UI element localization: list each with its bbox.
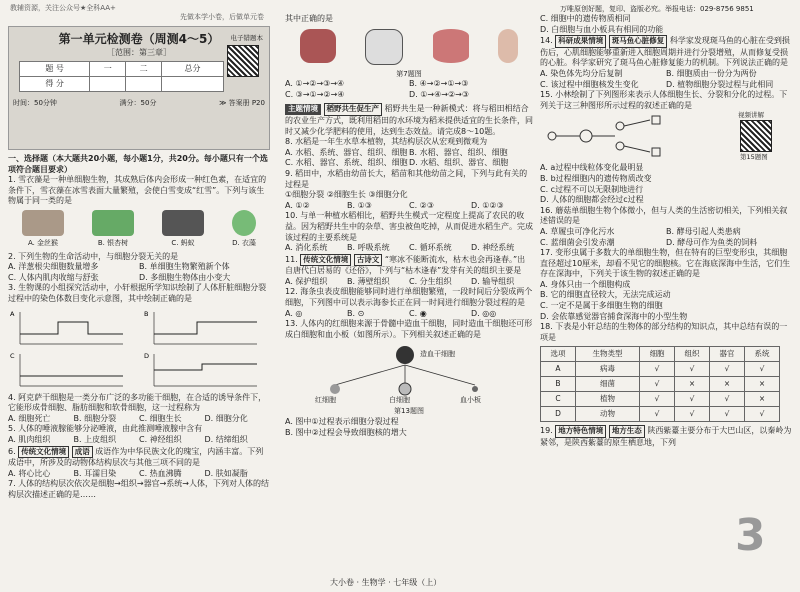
ant-icon [162,210,204,236]
column-1 [8,14,270,500]
video-qr-icon[interactable] [740,120,772,152]
q7-continued: 其中正确的是 [285,14,333,23]
q11-option[interactable]: A. 保护组织 [285,276,328,286]
q15-figure [540,111,792,162]
score-header: 总分 [162,62,224,77]
chromosome-graph-c [8,350,128,390]
table-row: C 植物 √ √ √ × [541,392,780,407]
cell-icon: ◎◎ [482,308,497,318]
q2-option[interactable]: A. 洋葱根尖细胞数量增多 [8,262,99,272]
q16-option[interactable]: C. 蓝细菌会引发赤潮 [540,237,615,247]
score-header: 一 [90,62,126,77]
exam-meta [13,98,265,109]
q4-option[interactable]: B. 细胞分裂 [73,413,117,423]
q10-option[interactable]: B. 呼吸系统 [347,243,390,253]
q13-option[interactable]: B. 图中②过程会导致细胞核的增大 [285,427,407,437]
q4-option[interactable]: D. 细胞分化 [204,413,248,423]
table-row: B 细菌 √ × × × [541,377,780,392]
fig13-caption: 第13题图 [394,407,424,416]
q13-option-d[interactable]: D. 白细胞与血小板具有相同的功能 [540,24,664,34]
q3-graphs [8,308,270,390]
question-19: 19. 地方特色情境 地方生态 陕西紫薹主要分布于大巴山区，以秦岭为紧邻，是陕西紫薹的原生栖息地，下列 [540,426,792,448]
q3-graph-c[interactable] [8,350,136,390]
q6-option[interactable]: D. 肤如凝脂 [204,468,248,478]
muscle-tissue-icon [433,29,469,63]
cell-icon: ◎ [295,308,303,318]
answer-page: ≫ 答案册 P20 [219,99,265,108]
chromosome-graph-b [142,308,262,348]
svg-text:B: B [144,309,149,318]
q8-options [285,148,533,169]
q10-option[interactable]: A. 消化系统 [285,243,328,253]
question-1: 1. 雪衣藻是一种单细胞生物，其成熟后体内会形成一种红色素，在适宜的条件下，雪衣藻在冰雪表面大量繁殖，会使白雪变成“红雪”。下列与该生物属于同一类的是 [8,175,267,206]
theme-block [285,103,533,137]
human-body-icon [498,29,518,63]
q9-option[interactable]: C. ②③ [409,200,435,210]
q9-options [285,201,533,212]
q14-options [540,69,792,90]
q4-option[interactable]: A. 细胞死亡 [8,413,51,423]
q2-option[interactable]: D. 多细胞生物体由小变大 [139,272,231,282]
q1-pictures [8,210,270,249]
q16-option[interactable]: B. 酵母引起人类患病 [666,226,741,236]
question-2: 2. 下列生物的生命活动中，与细胞分裂无关的是 [8,251,179,261]
fig7-caption: 第7题图 [396,69,422,78]
q4-options [8,414,270,425]
q9-option[interactable]: A. ①② [285,200,310,210]
question-5: 5. 人体的唾液腺能够分泌唾液，由此推测唾液腺中含有 [8,424,203,434]
q1-option-d[interactable]: D. 衣藻 [232,210,256,249]
q15-option[interactable]: A. a过程中线粒体变化最明显 [540,163,644,173]
question-18: 18. 下表是小轩总结的生物体的部分结构的知识点，其中总结有误的一项是 [540,322,788,342]
q7-figure [285,29,533,65]
q6-tag: 传统文化情境 [18,446,69,459]
q7-options [285,79,533,100]
digestive-system-icon [365,29,403,65]
q7-option[interactable]: B. ④→②→①→③ [409,79,469,89]
score-header: 二 [126,62,162,77]
q9-statements: ①细胞分裂 ②细胞生长 ③细胞分化 [285,190,408,200]
q12-option[interactable]: D. ◎◎ [471,308,497,318]
q7-option[interactable]: D. ①→④→②→③ [409,89,470,99]
question-11: 11. 传统文化情境 古诗文 “寒冰不能断流水，枯木也会再逢春。”出自唐代白居易的《还俗》，下列与“枯木逢春”发芽有关的组织主要是 [285,254,526,276]
page-footer: 大小卷 · 生物学 · 七年级（上） [330,578,442,587]
stomach-icon [300,29,336,63]
q14-option[interactable]: D. 植物细胞分裂过程与此相同 [666,79,774,89]
q5-option[interactable]: A. 肌肉组织 [8,434,51,444]
q5-option[interactable]: D. 结缔组织 [204,434,248,444]
cell-icon: ◉ [419,308,427,318]
theme-tag: 主题情境 [285,104,321,115]
chromosome-graph-d [142,350,262,390]
hematopoiesis-diagram [285,343,525,403]
q16-options [540,227,792,248]
question-3: 3. 生物课的小组探究活动中，小轩根据所学知识绘制了人体肝脏细胞分裂过程中的染色体数目变化示意图，其中绘制正确的是 [8,283,267,303]
red-cell-label: 红细胞 [315,396,336,405]
column-2 [285,14,533,438]
column-3 [540,14,792,449]
table-row: D 动物 √ √ √ √ [541,407,780,422]
q3-graph-a[interactable] [8,308,136,348]
platelet-label: 血小板 [460,396,481,405]
q11-option[interactable]: D. 输导组织 [471,276,515,286]
q2-option[interactable]: C. 人体内肌肉收缩与舒张 [8,272,99,282]
question-8: 8. 水稻是一年生水草本植物，其结构层次从宏观到微观为 [285,137,488,147]
q11-option[interactable]: B. 薄壁组织 [347,276,390,286]
section-heading: 一、选择题（本大题共20小题，每小题1分，共20分。每小题只有一个选项符合题目要求） [8,154,268,174]
video-label: 视频讲解 [738,111,764,120]
question-13: 13. 人体内的红细胞来源于骨髓中造血干细胞，同时造血干细胞还可形成白细胞和血小板（如图所示）。下列相关叙述正确的是 [285,319,533,339]
cell-division-diagram [540,114,720,160]
q4-option[interactable]: C. 细胞生长 [139,413,182,423]
q6-tag2: 成语 [72,446,93,459]
q10-options [285,243,533,254]
header-left-note: 教辅资源，关注公众号★全科AA+ [10,4,116,12]
chlamydomonas-icon [232,210,256,236]
qr-label: 电子错题本 [230,34,263,42]
theme-name: 稻野共生促生产 [324,103,383,116]
q5-options [8,435,270,446]
q10-option[interactable]: C. 循环系统 [409,243,452,253]
score-row-label: 得 分 [20,77,90,92]
q18-table [540,346,780,422]
question-4: 4. 阿克萨干细胞是一类分布广泛的多功能干细胞，在合适的诱导条件下，它能形成骨细胞、脂肪细胞和软骨细胞，这一过程称为 [8,392,267,413]
stem-cell-label: 造血干细胞 [420,350,455,359]
score-header: 题 号 [20,62,90,77]
svg-text:C: C [10,351,15,360]
q6-option[interactable]: C. 热血沸腾 [139,468,182,478]
q3-graph-d[interactable] [142,350,270,390]
q1-option-c[interactable]: C. 蚂蚁 [162,210,204,249]
q2-option[interactable]: B. 单细胞生物繁殖新个体 [139,262,230,272]
q2-options [8,262,270,283]
ginkgo-icon [92,210,134,236]
q5-option[interactable]: B. 上皮组织 [73,434,117,444]
q12-options [285,309,533,320]
q1-option-b[interactable]: B. 银杏树 [92,210,134,249]
graph-label-a: A [10,309,15,318]
question-14: 14. 科研成果情境 斑马鱼心脏修复 科学家发现斑马鱼的心脏在受到损伤后，心肌细胞能够重新进入细胞周期并进行分裂增殖，从而修复受损的心脏。科学家研究了斑马鱼心脏修复能力的机制。下列说法正确的是 [540,36,790,68]
question-10: 10. 与单一种植水稻相比，稻野共生模式一定程度上提高了农民的收益。因为稻野共生中的杂草、害虫被鱼吃掉，从而促进水稻生产。完成该过程的主要系统是 [285,211,533,242]
q8-option[interactable]: B. 水稻、器官、组织、细胞 [409,147,508,157]
q12-option[interactable]: C. ◉ [409,308,427,318]
q7-option[interactable]: A. ①→②→③→④ [285,79,345,89]
q8-option[interactable]: D. 水稻、组织、器官、细胞 [409,158,509,168]
exam-range: ［范围：第三章］ [107,47,171,57]
header-hint: 先做本学小卷，后做单元卷 [180,13,264,21]
q15-option[interactable]: B. b过程细胞内的遗传物质改变 [540,173,652,183]
score-table [19,61,224,92]
question-6: 6. 传统文化情境 成语 成语作为中华民族文化的瑰宝，内涵丰富。下列成语中，所涉及的动物体结构层次与其他三项不同的是 [8,446,264,468]
exam-time: 时间：50分钟 [13,99,57,108]
q13-figure [285,343,533,403]
q7-option[interactable]: C. ③→①→②→④ [285,89,345,99]
q10-option[interactable]: D. 神经系统 [471,243,515,253]
q9-option[interactable]: D. ①②③ [471,200,504,210]
q6-option[interactable]: B. 耳濡目染 [73,468,117,478]
svg-text:D: D [144,351,150,360]
question-15: 15. 小林绘制了下列图形来表示人体细胞生长、分裂和分化的过程。下列关于这三种图形所示过程的叙述正确的是 [540,90,788,110]
exam-full-score: 满分：50分 [119,99,157,108]
table-header-row: 选项 生物类型 细胞 组织 器官 系统 [541,347,780,362]
q9-option[interactable]: B. ①③ [347,200,372,210]
q17-option[interactable]: C. 一定不是属于多细胞生物的细胞 [540,301,663,311]
q17-option[interactable]: B. 它的细胞直径较大，无法完成运动 [540,290,671,300]
question-17: 17. 变形虫属于多数大的单细胞生物，但在特有的巨型变形虫，其细胞直径超过10厘米，却看不见它的细胞核。它在海底深海中生活，它们生存在深海中，下列关于该生物的叙述正确的是 [540,248,791,279]
q6-options [8,469,270,480]
chromosome-graph-a [8,308,128,348]
q6-option[interactable]: A. 将心比心 [8,468,51,478]
q11-option[interactable]: C. 分生组织 [409,276,452,286]
q5-option[interactable]: C. 神经组织 [139,434,182,444]
theme-text: 稻野共生是一种新模式：将与稻田相结合的农业生产方式，既利用稻田的水环境为稻米提供适宜的生长条件，同时又减少化学肥料的使用，达到生态效益。请完成8～10题。 [285,104,533,136]
q14-option[interactable]: C. 该过程中细胞核发生变化 [540,79,639,89]
q8-option[interactable]: A. 水稻、系统、器官、组织、细胞 [285,147,408,157]
exam-title: 第一单元检测卷（周测4～5） [58,32,220,46]
fig15-caption: 第15题图 [740,153,768,162]
score-cell[interactable] [162,77,224,92]
q14-option[interactable]: B. 细胞质由一份分为两份 [666,68,757,78]
q16-option[interactable]: A. 草履虫可净化污水 [540,226,615,236]
q8-option[interactable]: C. 水稻、器官、系统、组织、细胞 [285,158,408,168]
page-number-watermark: 3 [735,510,766,561]
q15-option[interactable]: D. 人体的细胞都会经过c过程 [540,195,644,205]
question-12: 12. 海条虫表皮细胞能够同时进行单细胞繁殖，一段时间后分裂成两个细胞，下列图中可以表示海参长正在同一时间进行细胞分裂过程的是 [285,287,533,308]
q12-option[interactable]: A. ◎ [285,308,303,318]
q14-option[interactable]: A. 染色体先均分后复制 [540,68,623,78]
q11-options [285,277,533,288]
q17-option[interactable]: D. 会依靠感觉器官捕食深海中的小型生物 [540,311,688,321]
monkey-icon [22,210,64,236]
q16-option[interactable]: D. 酵母可作为鱼类的饲料 [666,237,758,247]
white-cell-label: 白细胞 [389,396,410,405]
q15-option[interactable]: C. c过程不可以无限制地进行 [540,184,644,194]
score-cell[interactable] [126,77,162,92]
qr-code-icon[interactable] [227,45,259,77]
q1-option-a[interactable]: A. 金丝猴 [22,210,64,249]
score-cell[interactable] [90,77,126,92]
header-right-note: 万唯原创好题，复印、盗版必究。举报电话：029-8756 9851 [560,5,754,13]
question-9: 9. 稻田中，水稻由幼苗长大，稻苗和其他幼苗之间，下列与此有关的过程是 [285,168,528,189]
question-16: 16. 蘑菇单细胞生物个体微小，但与人类的生活密切相关，下列相关叙述错误的是 [540,205,788,226]
cell-icon: ⊙ [357,308,365,318]
title-box [8,26,270,150]
q13-option-c[interactable]: C. 细胞中的遗传物质相同 [540,14,631,23]
q3-graph-b[interactable] [142,308,270,348]
q12-option[interactable]: B. ⊙ [347,308,365,318]
q17-option[interactable]: A. 身体只由一个细胞构成 [540,279,631,289]
q13-option[interactable]: A. 图中①过程表示细胞分裂过程 [285,417,399,427]
table-row: A 病毒 √ √ √ √ [541,362,780,377]
question-7: 7. 人体的结构层次依次是细胞→组织→器官→系统→人体，下列对人体的结构层次描述正确的是…… [8,479,269,499]
